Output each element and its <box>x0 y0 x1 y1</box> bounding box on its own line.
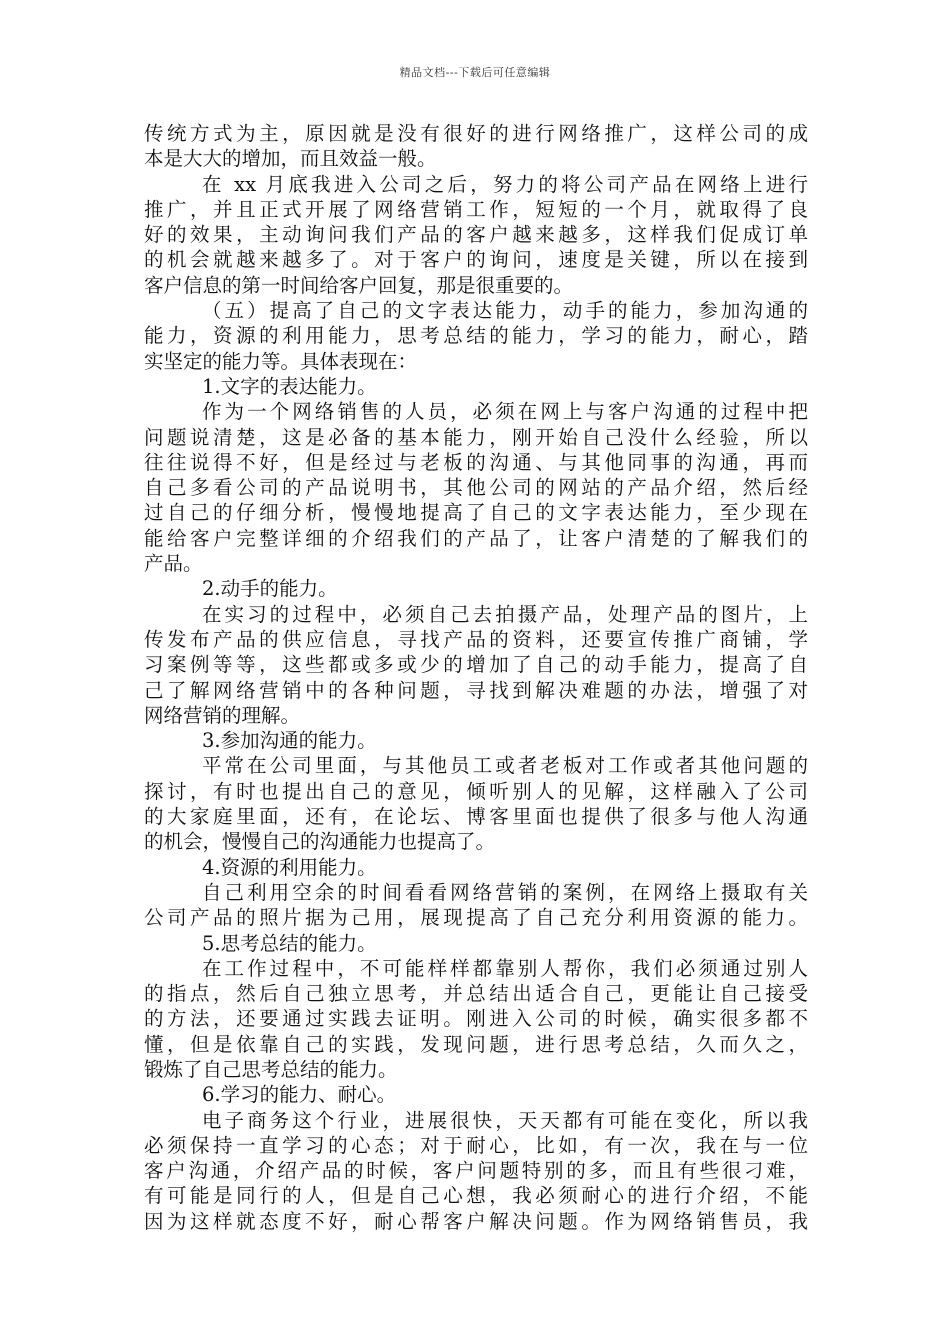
document-body <box>144 121 808 1234</box>
text-line: 的方法，还要通过实践去证明。刚进入公司的时候，确实很多都不 <box>144 1007 808 1031</box>
text-line: 的机会，慢慢自己的沟通能力也提高了。 <box>144 830 496 854</box>
text-line: 客户信息的第一时间给客户回复，那是很重要的。 <box>144 273 574 297</box>
text-line: 电子商务这个行业，进展很快，天天都有可能在变化，所以我 <box>202 1108 808 1132</box>
text-line: 习案例等等，这些都或多或少的增加了自己的动手能力，提高了自 <box>144 653 808 677</box>
text-line: 平常在公司里面，与其他员工或者老板对工作或者其他问题的 <box>202 754 808 778</box>
text-line: 作为一个网络销售的人员，必须在网上与客户沟通的过程中把 <box>202 400 808 424</box>
text-line: 好的效果，主动询问我们产品的客户越来越多，这样我们促成订单 <box>144 223 808 247</box>
text-line: 问题说清楚，这是必备的基本能力，刚开始自己没什么经验，所以 <box>144 425 808 449</box>
text-line: 有可能是同行的人，但是自己心想，我必须耐心的进行介绍，不能 <box>144 1184 808 1208</box>
text-line: （五）提高了自己的文字表达能力，动手的能力，参加沟通的 <box>202 299 808 323</box>
text-line: 因为这样就态度不好，耐心帮客户解决问题。作为网络销售员，我 <box>144 1209 808 1233</box>
text-line: 探讨，有时也提出自己的意见，倾听别人的见解，这样融入了公司 <box>144 779 808 803</box>
text-line: 懂，但是依靠自己的实践，发现问题，进行思考总结，久而久之， <box>144 1032 808 1056</box>
text-line: 在工作过程中，不可能样样都靠别人帮你，我们必须通过别人 <box>202 956 808 980</box>
text-line: 自己利用空余的时间看看网络营销的案例，在网络上摄取有关 <box>202 880 808 904</box>
text-line: 传统方式为主，原因就是没有很好的进行网络推广，这样公司的成 <box>144 122 808 145</box>
text-line: 的指点，然后自己独立思考，并总结出适合自己，更能让自己接受 <box>144 982 808 1006</box>
text-line: 的大家庭里面，还有，在论坛、博客里面也提供了很多与他人沟通 <box>144 805 808 829</box>
text-line: 必须保持一直学习的心态；对于耐心，比如，有一次，我在与一位 <box>144 1133 808 1157</box>
text-line: 2.动手的能力。 <box>202 577 338 601</box>
text-line: 网络营销的理解。 <box>144 703 301 727</box>
text-line: 3.参加沟通的能力。 <box>202 729 377 753</box>
text-line: 的机会就越来越多了。对于客户的询问，速度是关键，所以在接到 <box>144 248 808 272</box>
text-line: 公司产品的照片据为己用，展现提高了自己充分利用资源的能力。 <box>144 906 808 930</box>
text-line: 推广，并且正式开展了网络营销工作，短短的一个月，就取得了良 <box>144 197 808 221</box>
text-line: 自己多看公司的产品说明书，其他公司的网站的产品介绍，然后经 <box>144 476 808 500</box>
text-line: 6.学习的能力、耐心。 <box>202 1083 397 1107</box>
text-line: 传发布产品的供应信息，寻找产品的资料，还要宣传推广商铺，学 <box>144 627 808 651</box>
text-line: 实坚定的能力等。具体表现在： <box>144 349 418 373</box>
page-header: 精品文档---下载后可任意编辑 <box>399 66 551 79</box>
text-line: 锻炼了自己思考总结的能力。 <box>144 1057 398 1081</box>
text-line: 5.思考总结的能力。 <box>202 931 377 955</box>
text-line: 能力，资源的利用能力，思考总结的能力，学习的能力，耐心，踏 <box>144 324 808 348</box>
text-line: 4.资源的利用能力。 <box>202 855 377 879</box>
text-line: 能给客户完整详细的介绍我们的产品了，让客户清楚的了解我们的 <box>144 526 808 550</box>
text-line: 在 xx 月底我进入公司之后，努力的将公司产品在网络上进行 <box>202 172 808 196</box>
text-line: 本是大大的增加，而且效益一般。 <box>144 147 437 171</box>
text-line: 客户沟通，介绍产品的时候，客户问题特别的多，而且有些很刁难， <box>144 1159 808 1183</box>
text-line: 1.文字的表达能力。 <box>202 374 377 398</box>
text-line: 过自己的仔细分析，慢慢地提高了自己的文字表达能力，至少现在 <box>144 501 808 525</box>
text-line: 己了解网络营销中的各种问题，寻找到解决难题的办法，增强了对 <box>144 678 808 702</box>
text-line: 产品。 <box>144 552 203 576</box>
text-line: 往往说得不好，但是经过与老板的沟通、与其他同事的沟通，再而 <box>144 450 808 474</box>
text-line: 在实习的过程中，必须自己去拍摄产品，处理产品的图片，上 <box>202 602 808 626</box>
